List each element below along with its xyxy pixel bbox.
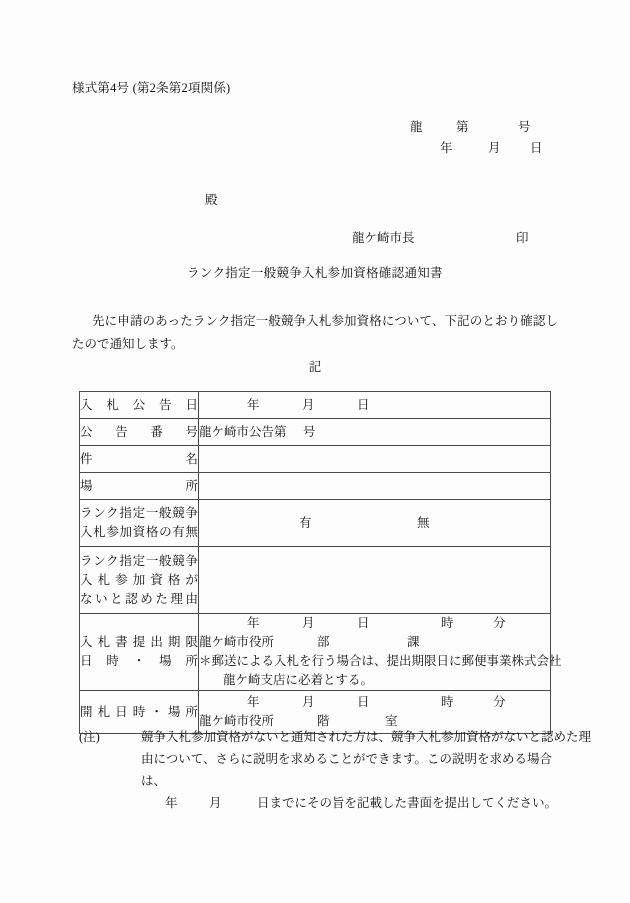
deadline-note-line <box>199 652 562 671</box>
doc-number-dai: 第 <box>456 120 469 134</box>
announcement-month: 月 <box>302 397 315 412</box>
announcement-day: 日 <box>357 397 370 412</box>
footnote-text-2: 由について、さらに説明を求めることができます。この説明を求める場合は、 <box>141 752 553 788</box>
doc-number-gou: 号 <box>518 120 531 134</box>
announcement-year: 年 <box>247 397 260 412</box>
row-label-submission-deadline: 入札書提出期限 日時・場所 <box>80 614 199 691</box>
row-label-project-name: 件名 <box>80 446 199 473</box>
opening-month: 月 <box>302 695 315 709</box>
footnote-marker: (注) <box>79 730 100 744</box>
row-label-announcement-number: 公告番号 <box>80 419 199 446</box>
deadline-date-line <box>199 614 550 633</box>
document-title: ランク指定一般競争入札参加資格確認通知書 <box>187 266 443 280</box>
opening-hour: 時 <box>441 695 454 709</box>
row-label-disqualification-reason: ランク指定一般競争 入札参加資格が ないと認めた理由 <box>80 547 199 614</box>
opening-minute: 分 <box>493 695 506 709</box>
issue-date-day: 日 <box>530 141 543 155</box>
issuer-name: 龍ケ崎市長 <box>352 231 415 245</box>
note-asterisk-icon: ＊ <box>199 654 212 668</box>
announcement-number-line <box>199 423 550 442</box>
row-label-location: 場所 <box>80 473 199 500</box>
row-value-announcement-number <box>199 419 551 446</box>
deadline-note-text-2: 龍ケ崎支店に必着とする。 <box>223 673 374 687</box>
deadline-section: 課 <box>407 635 420 649</box>
row-label-qualification-status: ランク指定一般競争 入札参加資格の有無 <box>80 500 199 547</box>
deadline-year: 年 <box>247 616 260 630</box>
opening-room: 室 <box>385 714 398 728</box>
row-label-bid-opening: 開札日時・場所 <box>80 691 199 734</box>
footnote-day-text: 日までにその旨を記載した書面を提出してください。 <box>257 796 558 810</box>
qualification-option-yes[interactable]: 有 <box>299 515 312 530</box>
footnote-month: 月 <box>209 796 222 810</box>
qualification-options <box>199 514 550 533</box>
footnote-date-line <box>79 792 559 814</box>
footnote-text-1: 競争入札参加資格がないと通知された方は、競争入札参加資格がないと認めた理 <box>141 730 592 744</box>
row-value-submission-deadline <box>199 614 562 691</box>
deadline-minute: 分 <box>493 616 506 630</box>
table-row <box>80 473 551 500</box>
row-label-bid-announcement-date: 入札公告日 <box>80 392 199 419</box>
footnote-first-line <box>79 726 592 748</box>
issuer-row <box>352 228 529 246</box>
deadline-office: 龍ケ崎市役所 <box>199 635 275 649</box>
row-value-location[interactable] <box>199 473 551 500</box>
deadline-hour: 時 <box>441 616 454 630</box>
issue-date-row <box>410 138 548 159</box>
deadline-day: 日 <box>357 616 370 630</box>
announcement-number-gou: 号 <box>303 424 316 439</box>
footnote-year: 年 <box>165 796 178 810</box>
deadline-note-text-1: 郵送による入札を行う場合は、提出期限日に郵便事業株式会社 <box>211 654 562 668</box>
notification-table <box>79 391 562 734</box>
deadline-department: 部 <box>317 635 330 649</box>
table-row <box>80 500 551 547</box>
opening-floor: 階 <box>317 714 330 728</box>
deadline-place-line <box>199 633 550 652</box>
opening-office: 龍ケ崎市役所 <box>199 714 275 728</box>
document-number-row <box>410 117 548 138</box>
announcement-date-line <box>199 396 550 415</box>
ki-mark: 記 <box>308 360 322 374</box>
table-row <box>80 419 551 446</box>
body-line-2: で通知します。 <box>97 337 184 351</box>
addressee-label: 殿 <box>205 193 218 207</box>
opening-date-line <box>199 693 550 712</box>
body-text <box>72 310 558 356</box>
table-row <box>80 392 551 419</box>
document-number-block <box>410 117 548 159</box>
announcement-office-prefix: 龍ケ崎市公告第 <box>199 424 287 439</box>
row-value-project-name[interactable] <box>199 446 551 473</box>
table-row <box>80 547 551 614</box>
deadline-month: 月 <box>302 616 315 630</box>
opening-day: 日 <box>357 695 370 709</box>
table-row <box>80 446 551 473</box>
row-value-qualification-status <box>199 500 551 547</box>
row-value-bid-announcement-date <box>199 392 551 419</box>
table-row <box>80 614 551 691</box>
issue-date-year: 年 <box>440 141 453 155</box>
issue-date-month: 月 <box>488 141 501 155</box>
footnote <box>79 726 592 814</box>
doc-number-prefix: 龍 <box>410 120 423 134</box>
qualification-option-no[interactable]: 無 <box>417 515 430 530</box>
opening-year: 年 <box>247 695 260 709</box>
issuer-seal-mark: 印 <box>516 231 529 245</box>
row-value-disqualification-reason[interactable] <box>199 547 551 614</box>
form-number: 様式第4号 (第2条第2項関係) <box>72 81 231 95</box>
body-line-1: 先に申請のあったランク指定一般競争入札参加資格について、下記のとおり確認したの <box>72 314 558 351</box>
